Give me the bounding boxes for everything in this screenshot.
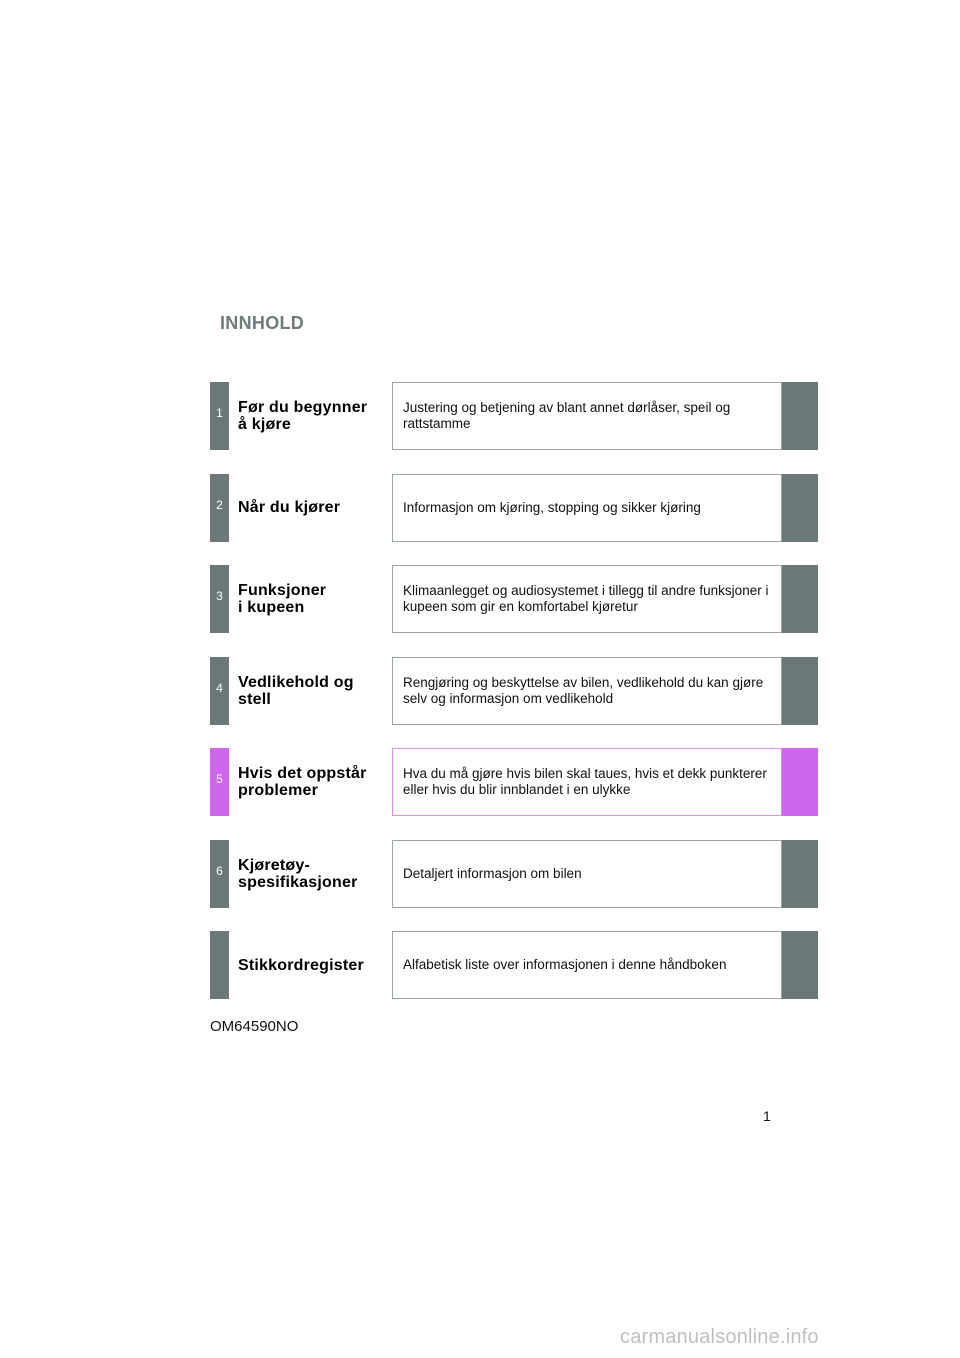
section-tab-marker[interactable] — [782, 657, 818, 725]
table-of-contents — [210, 382, 818, 1023]
section-description: Klimaanlegget og audiosystemet i tillegg til andre funksjoner i kupeen som gir en komfortabel kjøretur — [392, 565, 782, 633]
section-description: Justering og betjening av blant annet dørlåser, speil og rattstamme — [392, 382, 782, 450]
section-title — [229, 474, 392, 542]
section-number: 1 — [210, 382, 229, 450]
page-title: INNHOLD — [220, 313, 305, 333]
section-title-line-1: Når du kjører — [238, 499, 341, 516]
section-number: 5 — [210, 748, 229, 816]
section-title-line-1: Vedlikehold og — [238, 673, 354, 691]
toc-section-6[interactable] — [210, 840, 818, 908]
section-tab-marker[interactable] — [782, 565, 818, 633]
toc-section-index[interactable] — [210, 931, 818, 999]
page-number: 1 — [763, 1108, 771, 1124]
section-number: 6 — [210, 840, 229, 908]
section-title-line-1: Funksjoner — [238, 582, 327, 599]
section-number: 4 — [210, 657, 229, 725]
section-title — [229, 748, 392, 816]
toc-section-3[interactable] — [210, 565, 818, 633]
watermark: carmanualsonline.info — [620, 1326, 819, 1348]
section-title-line-2: stell — [238, 690, 272, 708]
section-tab-marker[interactable] — [782, 748, 818, 816]
section-description: Alfabetisk liste over informasjonen i denne håndboken — [392, 931, 782, 999]
manual-code: OM64590NO — [210, 1018, 299, 1035]
toc-section-5[interactable] — [210, 748, 818, 816]
section-title-line-1: Før du begynner — [238, 399, 368, 416]
section-title — [229, 382, 392, 450]
section-title-line-2: i kupeen — [238, 599, 305, 616]
section-description: Rengjøring og beskyttelse av bilen, vedlikehold du kan gjøre selv og informasjon om vedlikehold — [392, 657, 782, 725]
section-tab-marker[interactable] — [782, 382, 818, 450]
section-title-line-2: å kjøre — [238, 416, 291, 433]
section-number — [210, 931, 229, 999]
toc-section-1[interactable] — [210, 382, 818, 450]
section-title-line-1: Hvis det oppstår — [238, 765, 367, 782]
section-number: 3 — [210, 565, 229, 633]
section-description: Hva du må gjøre hvis bilen skal taues, hvis et dekk punkterer eller hvis du blir innblandet i en ulykke — [392, 748, 782, 816]
section-tab-marker[interactable] — [782, 840, 818, 908]
section-title — [229, 657, 392, 725]
section-title-line-1: Kjøretøy- — [238, 856, 311, 874]
section-title-line-2: problemer — [238, 782, 319, 799]
section-description: Detaljert informasjon om bilen — [392, 840, 782, 908]
section-description: Informasjon om kjøring, stopping og sikker kjøring — [392, 474, 782, 542]
section-tab-marker[interactable] — [782, 474, 818, 542]
section-number: 2 — [210, 474, 229, 542]
section-title — [229, 931, 392, 999]
section-title-line-2: spesifikasjoner — [238, 873, 358, 891]
section-title — [229, 565, 392, 633]
section-title — [229, 840, 392, 908]
toc-section-2[interactable] — [210, 474, 818, 542]
section-tab-marker[interactable] — [782, 931, 818, 999]
section-title-line-1: Stikkordregister — [238, 956, 364, 974]
toc-section-4[interactable] — [210, 657, 818, 725]
